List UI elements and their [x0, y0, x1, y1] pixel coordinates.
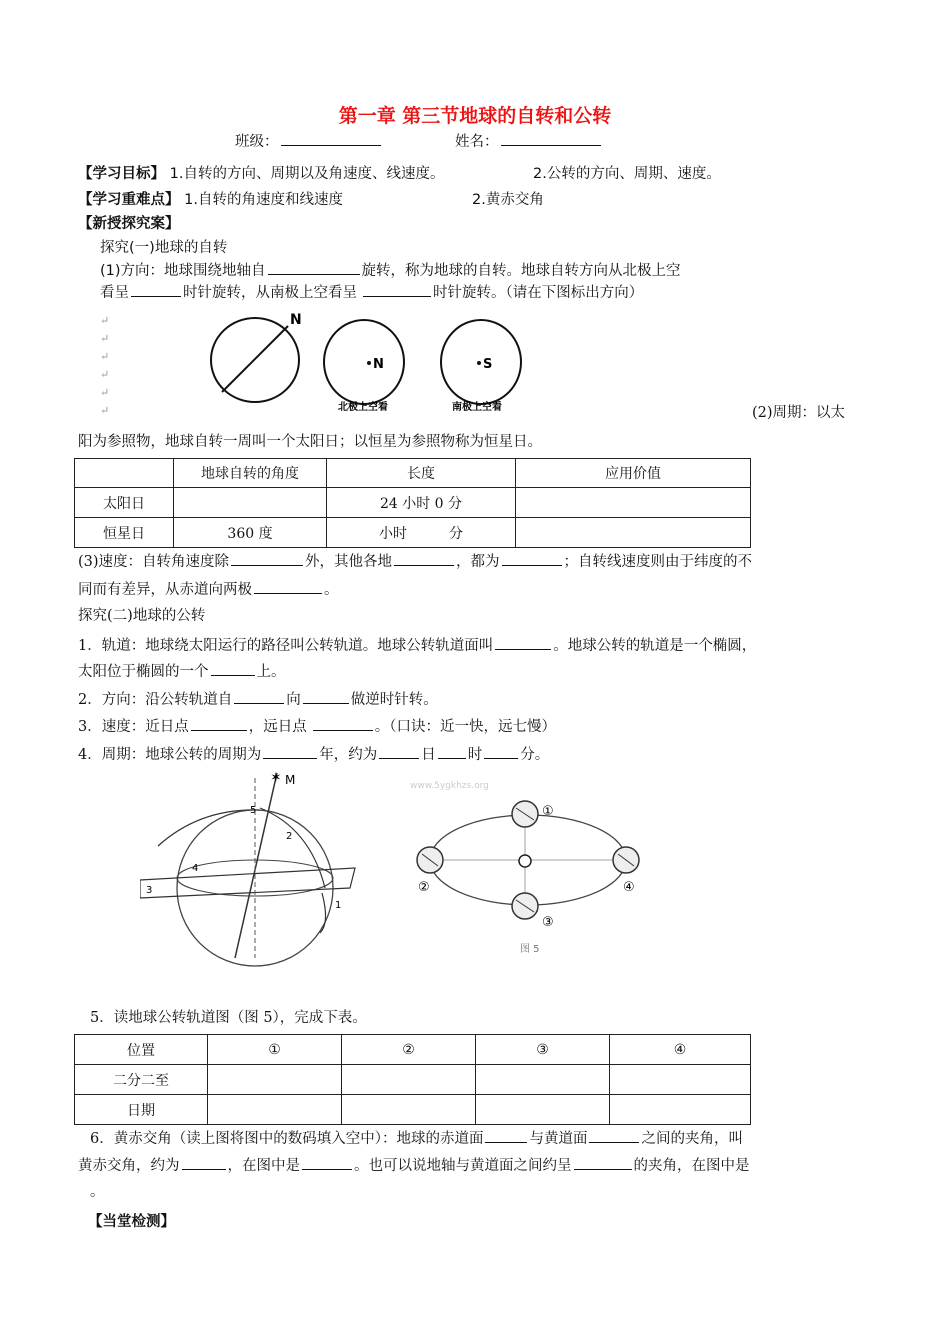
objectives-line [78, 162, 444, 183]
blank-orbit-1[interactable] [495, 635, 551, 650]
blank-aphelion[interactable] [313, 716, 373, 731]
table2-row2-label: 日期 [75, 1095, 208, 1125]
name-blank[interactable] [501, 131, 601, 146]
speed-line-2: 同而有差异，从赤道向两极 。 [78, 578, 339, 599]
table1-row1-label: 太阳日 [75, 488, 174, 518]
table2-cell[interactable] [610, 1065, 751, 1095]
north-center-label: N [373, 357, 384, 372]
speed2-line: 3．速度：近日点 ，远日点 。（口诀：近一快，远七慢） [78, 715, 556, 736]
table1-header-3: 应用价值 [516, 459, 751, 488]
class-blank[interactable] [281, 131, 381, 146]
orbit-mark-3: ③ [542, 915, 554, 930]
blank-q6-5[interactable] [574, 1155, 632, 1170]
south-pole-dot [477, 361, 481, 365]
explore2-heading: 探究(二)地球的公转 [78, 608, 206, 624]
objectives-label: 【学习目标】 [78, 166, 165, 182]
period-line-2: 阳为参照物，地球自转一周叫一个太阳日；以恒星为参照物称为恒星日。 [78, 434, 542, 450]
north-caption: 北极上空看 [338, 402, 388, 413]
south-center-label: S [483, 357, 493, 372]
south-caption: 南极上空看 [452, 402, 502, 413]
table1-row2-label: 恒星日 [75, 518, 174, 548]
earth-pos-3 [512, 893, 538, 919]
blank-direction-1[interactable] [268, 260, 360, 275]
question-6-line-1: 6．黄赤交角（读上图将图中的数码填入空中）：地球的赤道面 与黄道面 之间的夹角，叫 [90, 1127, 743, 1148]
rotation-table [74, 458, 751, 548]
fig-num-3: 3 [146, 885, 153, 896]
table2-header-3: ③ [476, 1035, 610, 1065]
table1-row2-value[interactable] [516, 518, 751, 548]
blank-q6-3[interactable] [182, 1155, 226, 1170]
table2-header-0: 位置 [75, 1035, 208, 1065]
table2-cell[interactable] [610, 1095, 751, 1125]
earth-pos-4 [613, 847, 639, 873]
blank-years[interactable] [263, 744, 317, 759]
table2-cell[interactable] [476, 1095, 610, 1125]
table2-row1-label: 二分二至 [75, 1065, 208, 1095]
table2-cell[interactable] [208, 1095, 342, 1125]
period-line-1: (2)周期：以太 [752, 405, 846, 421]
table1-row1-angle[interactable] [174, 488, 327, 518]
blank-q6-4[interactable] [302, 1155, 352, 1170]
table1-header-1: 地球自转的角度 [174, 459, 327, 488]
direction-line-1: (1)方向：地球围绕地轴自 旋转，称为地球的自转。地球自转方向从北极上空 [100, 259, 681, 280]
question-6-line-3: 。 [90, 1184, 105, 1200]
blank-dir-to[interactable] [303, 689, 349, 704]
fig-num-4: 4 [192, 863, 199, 874]
blank-orbit-2[interactable] [211, 661, 255, 676]
table1-header-2: 长度 [327, 459, 516, 488]
blank-speed-4[interactable] [254, 579, 322, 594]
orbit-mark-2: ② [418, 880, 430, 895]
earth-pos-2 [417, 847, 443, 873]
orbit-table [74, 1034, 751, 1125]
explore1-heading: 探究(一)地球的自转 [100, 240, 228, 256]
table2-cell[interactable] [208, 1065, 342, 1095]
earth-axis-line [222, 326, 288, 392]
fig-num-2: 2 [286, 831, 293, 842]
blank-dir-from[interactable] [234, 689, 284, 704]
blank-speed-2[interactable] [394, 551, 454, 566]
orbit-mark-1: ① [542, 804, 554, 819]
paragraph-marks: ↵ ↵ ↵ ↵ ↵ ↵ [100, 314, 110, 417]
table2-cell[interactable] [342, 1065, 476, 1095]
new-section-label: 【新授探究案】 [78, 216, 180, 232]
north-pole-dot [367, 361, 371, 365]
fig-num-1: 1 [335, 900, 342, 911]
table1-header-0 [75, 459, 174, 488]
table1-row1-value[interactable] [516, 488, 751, 518]
check-label: 【当堂检测】 [88, 1214, 175, 1230]
name-label: 姓名： [455, 134, 499, 150]
sphere-outline-top [158, 810, 260, 846]
question-6-line-2: 黄赤交角，约为 ，在图中是 。也可以说地轴与黄道面之间约呈 的夹角，在图中是 [78, 1154, 750, 1175]
blank-speed-1[interactable] [231, 551, 303, 566]
star-m-label: M [285, 773, 296, 787]
table1-row1-length: 24 小时 0 分 [327, 488, 516, 518]
objective-2: 2.公转的方向、周期、速度。 [533, 166, 721, 182]
blank-hours[interactable] [438, 744, 466, 759]
blank-days[interactable] [379, 744, 419, 759]
south-view-circle [441, 320, 521, 404]
blank-q6-2[interactable] [589, 1128, 639, 1143]
table2-cell[interactable] [342, 1095, 476, 1125]
blank-minutes[interactable] [484, 744, 518, 759]
axis-n-label: N [290, 312, 302, 328]
period2-line: 4．周期：地球公转的周期为 年，约为 日 时 分。 [78, 743, 549, 764]
blank-direction-2[interactable] [131, 282, 181, 297]
fig-num-5: 5 [250, 805, 257, 816]
earth-axis [235, 773, 277, 958]
orbit-line-2: 太阳位于椭圆的一个 上。 [78, 660, 286, 681]
table2-header-2: ② [342, 1035, 476, 1065]
page-title: 第一章 第三节地球的自转和公转 [338, 105, 612, 127]
table2-cell[interactable] [476, 1065, 610, 1095]
name-field[interactable] [455, 130, 603, 151]
class-field[interactable] [235, 130, 383, 151]
orbit-line-1: 1．轨道：地球绕太阳运行的路径叫公转轨道。地球公转轨道面叫 。地球公转的轨道是一个椭圆， [78, 634, 756, 655]
north-view-circle [324, 320, 404, 404]
keypoint-1: 1.自转的角速度和线速度 [184, 192, 343, 208]
speed-line-1: (3)速度：自转角速度除 外，其他各地 ，都为 ；自转线速度则由于纬度的不 [78, 550, 752, 571]
direction2-line: 2．方向：沿公转轨道自 向 做逆时针转。 [78, 688, 438, 709]
star-m-symbol: ✶ [270, 770, 282, 786]
keypoints-label: 【学习重难点】 [78, 192, 180, 208]
rotation-figure [200, 308, 540, 418]
earth-pos-1 [512, 801, 538, 827]
sun [519, 855, 531, 867]
keypoints-line [78, 188, 343, 209]
table1-row2-length[interactable]: 小时 分 [327, 518, 516, 548]
figure-caption: 图 5 [520, 944, 540, 955]
watermark: www.5ygkhzs.org [410, 781, 489, 791]
orbit-mark-4: ④ [623, 880, 635, 895]
blank-direction-3[interactable] [363, 282, 431, 297]
keypoint-2: 2.黄赤交角 [472, 192, 544, 208]
question-5: 5．读地球公转轨道图（图 5），完成下表。 [90, 1010, 367, 1026]
table1-row2-angle: 360 度 [174, 518, 327, 548]
blank-speed-3[interactable] [502, 551, 562, 566]
objective-1: 1.自转的方向、周期以及角速度、线速度。 [169, 166, 445, 182]
blank-perihelion[interactable] [191, 716, 247, 731]
class-label: 班级： [235, 134, 279, 150]
direction-line-2: 看呈 时针旋转，从南极上空看呈 时针旋转。（请在下图标出方向） [100, 281, 643, 302]
blank-q6-1[interactable] [485, 1128, 527, 1143]
revolution-figure [140, 768, 670, 968]
table2-header-4: ④ [610, 1035, 751, 1065]
table2-header-1: ① [208, 1035, 342, 1065]
